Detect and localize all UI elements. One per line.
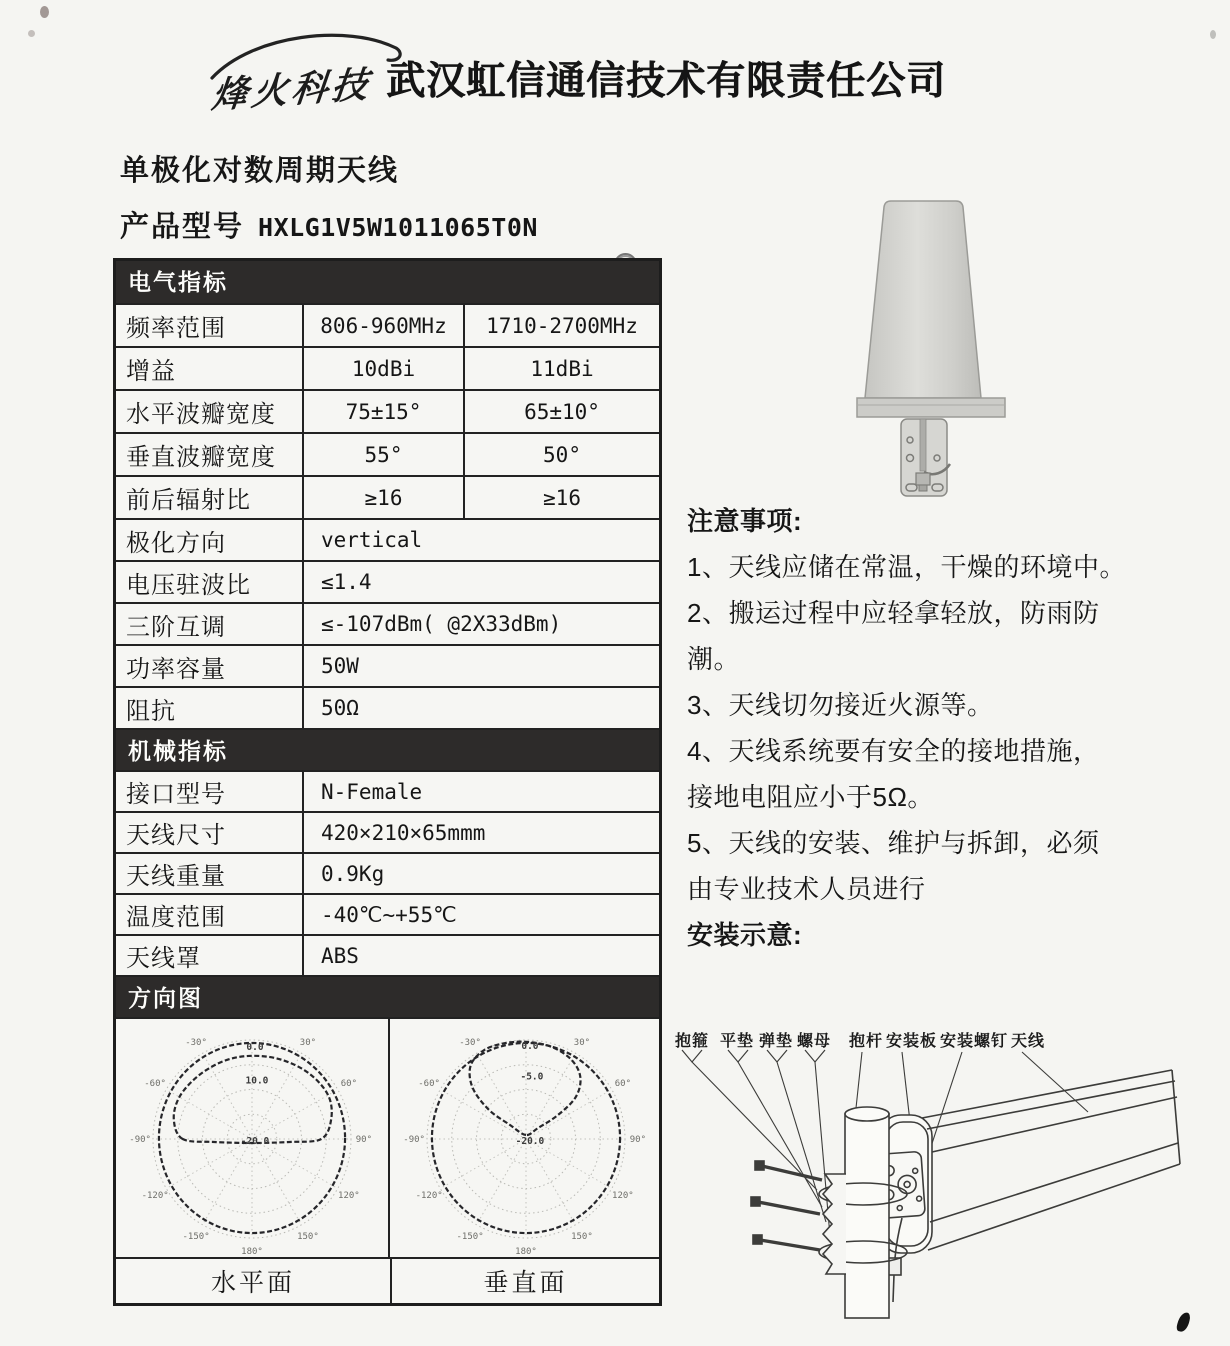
svg-text:10.0: 10.0	[245, 1075, 269, 1087]
row-value-band1: ≥16	[302, 477, 463, 518]
row-value-band1: 55°	[302, 434, 463, 475]
row-label: 阻抗	[126, 697, 176, 725]
table-row	[116, 602, 659, 644]
pattern-plot-cell-vertical	[390, 1019, 662, 1257]
row-value: N-Female	[302, 772, 659, 811]
table-row	[116, 644, 659, 686]
product-title: 单极化对数周期天线	[120, 155, 400, 187]
pattern-captions-row	[116, 1257, 659, 1303]
install-label-flat-washer: 平垫	[720, 1033, 755, 1050]
svg-text:-150°: -150°	[182, 1231, 210, 1242]
pattern-plot-cell-horizontal	[116, 1019, 390, 1257]
table-row	[116, 560, 659, 602]
row-value-band2: 65±10°	[463, 391, 659, 432]
row-value: -40℃~+55℃	[302, 895, 659, 934]
caption-vertical-plane: 垂直面	[483, 1269, 568, 1297]
pattern-plots-row	[116, 1017, 659, 1257]
note-line: 5、天线的安装、维护与拆卸，必须	[687, 828, 1100, 858]
install-label-clamp: 抱箍	[675, 1033, 710, 1050]
spec-table	[113, 258, 662, 1306]
svg-text:-30°: -30°	[185, 1038, 207, 1049]
svg-text:-20.0: -20.0	[240, 1135, 270, 1147]
row-label: 天线重量	[126, 863, 226, 890]
row-value: 50W	[302, 646, 659, 686]
note-line: 接地电阻应小于5Ω。	[687, 782, 934, 812]
row-label: 垂直波瓣宽度	[126, 444, 276, 471]
row-value: ≤1.4	[302, 562, 659, 602]
note-line: 2、搬运过程中应轻拿轻放，防雨防	[687, 598, 1100, 628]
svg-text:-120°: -120°	[141, 1190, 169, 1201]
polar-plot-horizontal	[116, 1020, 388, 1256]
row-label: 增益	[126, 358, 176, 385]
model-label: 产品型号	[120, 211, 245, 243]
company-name: 武汉虹信通信技术有限责任公司	[386, 60, 947, 103]
row-label: 功率容量	[126, 655, 226, 683]
installation-drawing	[670, 1022, 1226, 1346]
svg-text:60°: 60°	[340, 1079, 358, 1090]
svg-text:60°: 60°	[614, 1079, 632, 1090]
row-value: ≤-107dBm( @2X33dBm)	[302, 604, 659, 644]
polar-plot-vertical	[390, 1020, 662, 1256]
table-row	[116, 303, 659, 346]
table-row	[116, 770, 659, 811]
scan-speck	[28, 30, 35, 37]
notes-section	[687, 498, 1222, 958]
svg-text:-90°: -90°	[129, 1135, 151, 1145]
svg-text:-60°: -60°	[144, 1079, 166, 1090]
rf-connector-tip	[919, 485, 927, 491]
install-label-nut: 螺母	[797, 1033, 832, 1050]
row-label: 电压驻波比	[126, 571, 251, 599]
svg-text:90°: 90°	[355, 1135, 373, 1145]
svg-text:150°: 150°	[297, 1231, 319, 1242]
row-value-band2: 50°	[463, 434, 659, 475]
table-row	[116, 686, 659, 728]
svg-text:180°: 180°	[241, 1246, 263, 1256]
install-label-mount-plate: 安装板	[886, 1033, 938, 1050]
installation-diagram	[670, 1022, 1226, 1346]
caption-horizontal-plane: 水平面	[116, 1259, 392, 1303]
svg-text:120°: 120°	[612, 1190, 634, 1201]
svg-text:30°: 30°	[573, 1038, 591, 1049]
row-label: 频率范围	[126, 315, 226, 342]
section-header-pattern: 方向图	[116, 975, 659, 1017]
table-row	[116, 518, 659, 560]
notes-title: 注意事项:	[687, 506, 803, 536]
row-value-band2: ≥16	[463, 477, 659, 518]
svg-text:-90°: -90°	[403, 1135, 425, 1145]
install-label-pole: 抱杆	[849, 1033, 884, 1050]
row-value: 50Ω	[302, 688, 659, 728]
table-row	[116, 852, 659, 893]
table-row	[116, 934, 659, 975]
svg-text:150°: 150°	[571, 1231, 593, 1242]
table-row	[116, 389, 659, 432]
scan-speck	[40, 6, 49, 18]
svg-text:120°: 120°	[338, 1190, 360, 1201]
table-row	[116, 432, 659, 475]
row-label: 前后辐射比	[126, 487, 251, 514]
row-value-band1: 75±15°	[302, 391, 463, 432]
svg-text:180°: 180°	[515, 1246, 537, 1256]
install-label-mount-screws: 安装螺钉	[940, 1033, 1009, 1050]
section-header-electrical: 电气指标	[116, 261, 659, 303]
svg-text:0.0: 0.0	[521, 1040, 539, 1052]
svg-text:-120°: -120°	[415, 1190, 443, 1201]
row-label: 极化方向	[126, 529, 226, 557]
svg-text:-60°: -60°	[418, 1079, 440, 1090]
svg-text:-20.0: -20.0	[515, 1135, 545, 1147]
scan-speck	[1210, 30, 1216, 39]
logo-text: 烽火科技	[209, 63, 374, 116]
row-value-band2: 1710-2700MHz	[463, 305, 659, 346]
svg-text:0.0: 0.0	[246, 1041, 264, 1053]
row-value: ABS	[302, 936, 659, 975]
svg-text:30°: 30°	[299, 1038, 317, 1049]
note-line: 4、天线系统要有安全的接地措施，	[687, 736, 1100, 766]
section-header-mechanical: 机械指标	[116, 728, 659, 770]
table-row	[116, 811, 659, 852]
svg-text:-30°: -30°	[459, 1038, 481, 1049]
row-value-band1: 10dBi	[302, 348, 463, 389]
row-value: 0.9Kg	[302, 854, 659, 893]
row-value: vertical	[302, 520, 659, 560]
model-value: HXLG1V5W1011065T0N	[258, 213, 538, 242]
svg-text:-5.0: -5.0	[520, 1071, 544, 1083]
table-row	[116, 893, 659, 934]
row-label: 三阶互调	[126, 613, 226, 641]
note-line: 由专业技术人员进行	[687, 874, 926, 904]
row-label: 天线尺寸	[126, 822, 226, 849]
install-label-antenna: 天线	[1011, 1033, 1046, 1050]
radome-base-band	[857, 398, 1005, 417]
row-value-band2: 11dBi	[463, 348, 659, 389]
row-label: 温度范围	[126, 904, 226, 931]
row-value: 420×210×65mmm	[302, 813, 659, 852]
svg-text:90°: 90°	[629, 1135, 647, 1145]
company-logo	[198, 22, 413, 122]
table-row	[116, 475, 659, 518]
note-line: 3、天线切勿接近火源等。	[687, 690, 994, 720]
rf-connector	[916, 473, 930, 485]
install-title: 安装示意:	[687, 920, 803, 950]
install-label-spring-washer: 弹垫	[759, 1033, 794, 1050]
row-label: 接口型号	[126, 781, 226, 808]
bracket-rod	[920, 419, 926, 471]
antenna-photo	[840, 190, 1020, 510]
row-label: 水平波瓣宽度	[126, 401, 276, 428]
table-row	[116, 346, 659, 389]
product-model-line	[120, 204, 538, 245]
note-line: 潮。	[687, 644, 741, 674]
radome-body	[865, 201, 981, 398]
row-label: 天线罩	[126, 945, 201, 972]
note-line: 1、天线应储在常温，干燥的环境中。	[687, 552, 1126, 582]
svg-text:-150°: -150°	[456, 1231, 484, 1242]
row-value-band1: 806-960MHz	[302, 305, 463, 346]
